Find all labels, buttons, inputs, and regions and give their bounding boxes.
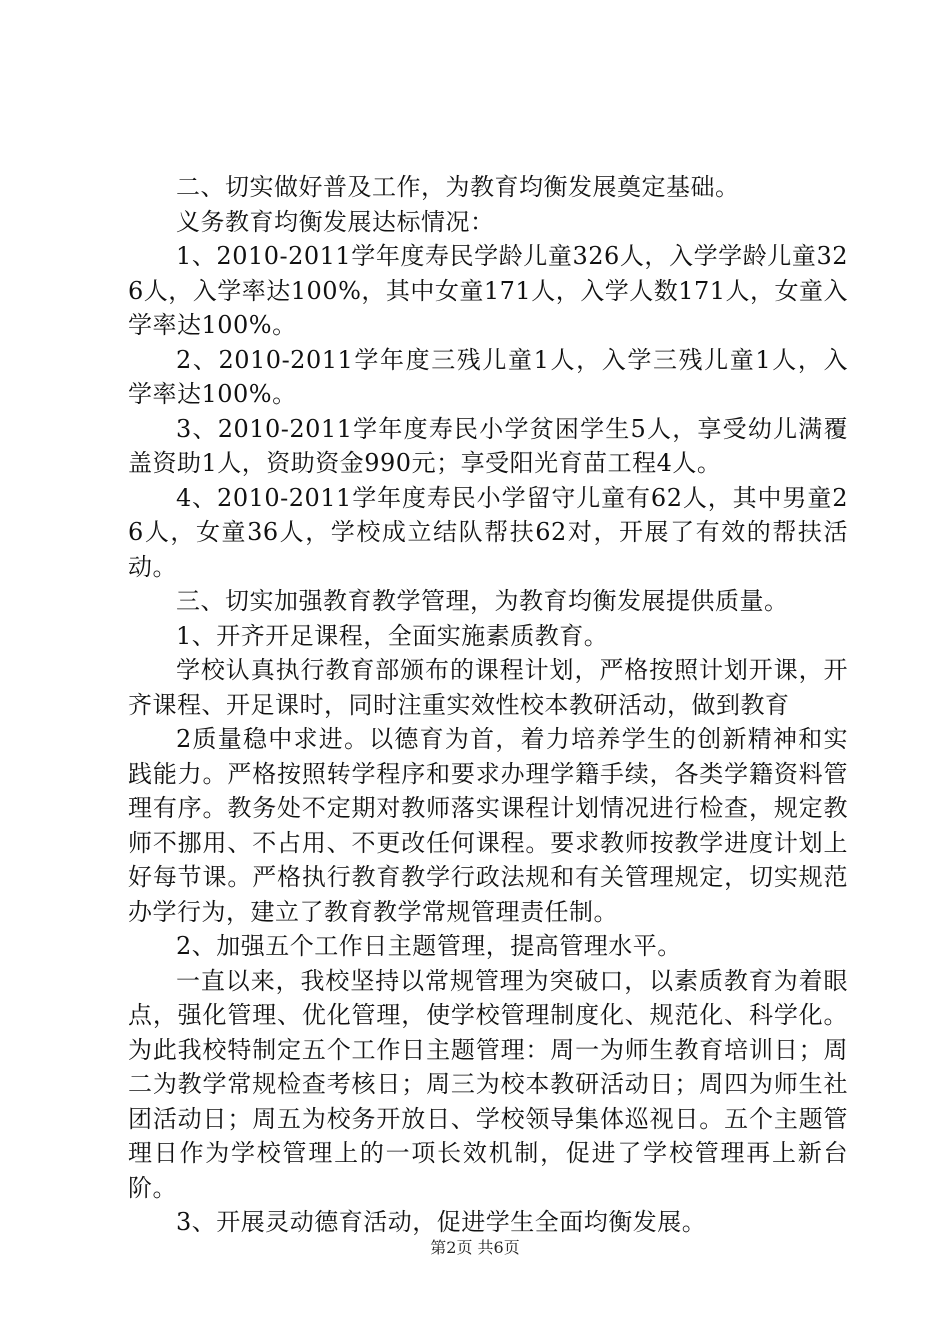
paragraph-routine-management: 一直以来，我校坚持以常规管理为突破口，以素质教育为着眼点，强化管理、优化管理，使学校管理制度化、规范化、科学化。为此我校特制定五个工作日主题管理：周一为师生教育培训日；周二为教学常规检查考核日；周三为校本教研活动日；周四为师生社团活动日；周五为校务开放日、学校领导集体巡视日。五个主题管理日作为学校管理上的一项长效机制，促进了学校管理再上新台阶。 [128,966,848,1202]
page-number-label: 第2页 共6页 [430,1238,520,1257]
paragraph-quality: 2质量稳中求进。以德育为首，着力培养学生的创新精神和实践能力。严格按照转学程序和要求办理学籍手续，各类学籍资料管理有序。教务处不定期对教师落实课程计划情况进行检查，规定教师不挪用、不占用、不更改任何课程。要求教师按教学进度计划上好每节课。严格执行教育教学行政法规和有关管理规定，切实规范办学行为，建立了教育教学常规管理责任制。 [128,725,848,926]
paragraph-curriculum-plan: 学校认真执行教育部颁布的课程计划，严格按照计划开课，开齐课程、开足课时，同时注重实效性校本教研活动，做到教育 [128,656,848,719]
subheading-compliance: 义务教育均衡发展达标情况： [176,207,495,236]
section-heading-popularization: 二、切实做好普及工作，为教育均衡发展奠定基础。 [176,173,740,201]
subheading-curriculum: 1、开齐开足课程，全面实施素质教育。 [176,621,609,650]
section-heading-management: 三、切实加强教育教学管理，为教育均衡发展提供质量。 [176,587,789,615]
document-body [128,170,848,1240]
paragraph-poor-students: 3、2010-2011学年度寿民小学贫困学生5人，享受幼儿满覆盖资助1人，资助资金990元；享受阳光育苗工程4人。 [128,414,848,477]
paragraph-enrollment: 1、2010-2011学年度寿民学龄儿童326人，入学学龄儿童326人，入学率达100%，其中女童171人，入学人数171人，女童入学率达100%。 [128,242,848,339]
page-footer [0,1238,950,1258]
subheading-five-workdays: 2、加强五个工作日主题管理，提高管理水平。 [176,932,682,960]
subheading-moral-education: 3、开展灵动德育活动，促进学生全面均衡发展。 [176,1208,707,1236]
paragraph-left-behind-children: 4、2010-2011学年度寿民小学留守儿童有62人，其中男童26人，女童36人，学校成立结队帮扶62对，开展了有效的帮扶活动。 [128,483,848,581]
paragraph-disabled-children: 2、2010-2011学年度三残儿童1人，入学三残儿童1人，入学率达100%。 [128,345,848,408]
